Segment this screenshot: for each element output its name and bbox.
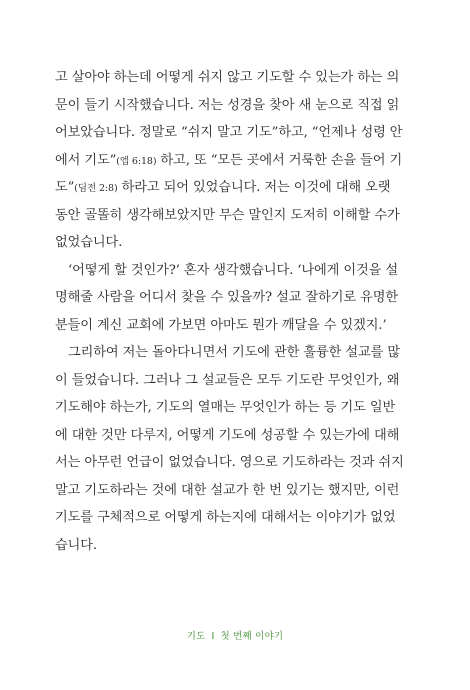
text-line: 말고 기도하라는 것에 대한 설교가 한 번 있기는 했지만, 이런 — [55, 482, 400, 498]
text-line — [55, 174, 419, 202]
text-segment: 하고, 또 “모든 곳에서 거룩한 손을 들어 기 — [156, 152, 403, 168]
text-line: 명해줄 사람을 어디서 찾을 수 있을까? 설교 잘하기로 유명한 — [55, 290, 399, 305]
text-line: 이 들었습니다. 그러나 그 설교들은 모두 기도란 무엇인가, 왜 — [55, 372, 400, 388]
page-footer — [0, 628, 470, 642]
text-line: 서는 아무런 언급이 없었습니다. 영으로 기도하라는 것과 쉬지 — [55, 455, 404, 470]
text-line: 분들이 계신 교회에 가보면 아마도 뭔가 깨달을 수 있겠지.’ — [55, 317, 387, 333]
text-line: 에 대한 것만 다루지, 어떻게 기도에 성공할 수 있는가에 대해 — [55, 427, 400, 443]
footer-chapter-title: 첫 번째 이야기 — [220, 631, 284, 642]
text-line: 문이 들기 시작했습니다. 저는 성경을 찾아 새 눈으로 직접 읽 — [55, 97, 400, 113]
scripture-reference: (딤전 2:8) — [74, 183, 118, 194]
text-segment: 에서 기도” — [55, 152, 117, 168]
text-line: 기도를 구체적으로 어떻게 하는지에 대해서는 이야기가 없었 — [55, 510, 396, 525]
text-line: 그리하여 저는 돌아다니면서 기도에 관한 훌륭한 설교를 많 — [68, 345, 400, 360]
text-line — [55, 147, 419, 175]
footer-book-title: 기도 — [186, 631, 206, 642]
scripture-reference: (엡 6:18) — [116, 155, 157, 167]
text-line: 없었습니다. — [55, 235, 123, 250]
text-line: 습니다. — [55, 537, 98, 553]
text-line: ‘어떻게 할 것인가?’ 혼자 생각했습니다. ‘나에게 이것을 설 — [68, 262, 399, 278]
text-line: 어보았습니다. 정말로 “쉬지 말고 기도”하고, “언제나 성령 안 — [55, 125, 403, 140]
body-text — [55, 64, 419, 559]
text-segment: 하라고 되어 있었습니다. 저는 이것에 대해 오랫 — [117, 180, 391, 195]
text-segment: 도” — [55, 180, 75, 195]
text-line: 고 살아야 하는데 어떻게 쉬지 않고 기도할 수 있는가 하는 의 — [55, 70, 400, 85]
footer-separator: I — [211, 631, 215, 642]
text-line: 동안 골똘히 생각해보았지만 무슨 말인지 도저히 이해할 수가 — [55, 207, 400, 223]
text-line: 기도해야 하는가, 기도의 열매는 무엇인가 하는 등 기도 일반 — [55, 400, 396, 415]
